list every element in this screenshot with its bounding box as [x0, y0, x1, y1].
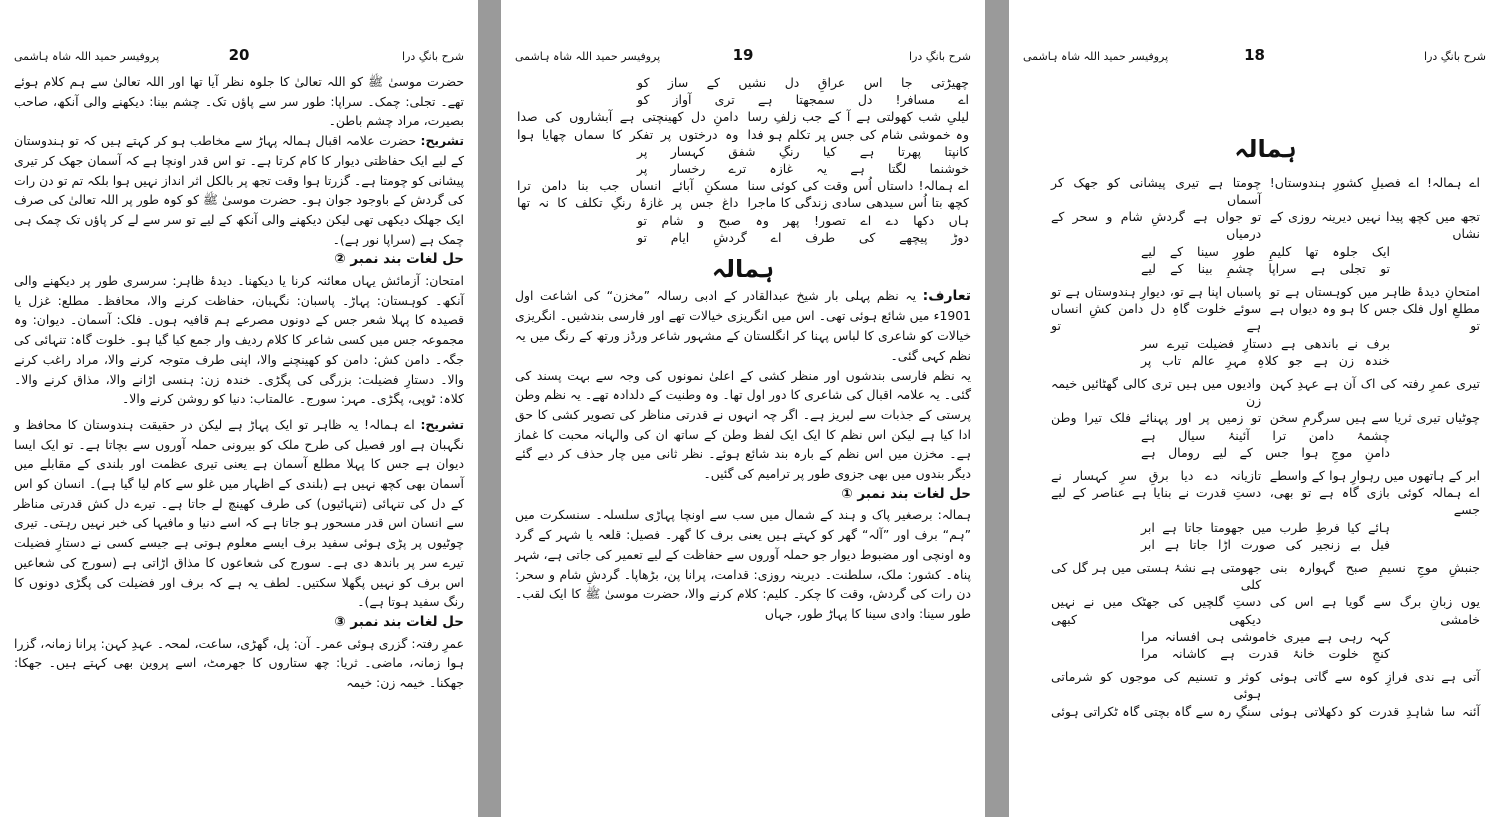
- misra: دوڑ پیچھے کی طرف اے گردشِ ایام تو: [637, 229, 969, 245]
- paragraph: یہ نظم فارسی بندشوں اور منظر کشی کے اعلیٰ نمونوں کی وجہ سے بہت پسند کی گئی۔ یہ علامہ اقبال کی شاعری کا دور اول تھا۔ وہ وطنیت کے دلدادہ تھے۔ یہ نظم وطن پرستی کے جذبات سے لبریز ہے۔ اگر چہ انہوں نے قدرتی مناظر کی تصویر کشی کا حق ادا کیا ہے لیکن اس نظم کا ایک ایک لفظ وطن کے ساتھ ان کی والہانہ محبت کا غماز ہے۔ مخزن میں اس نظم کے بارہ بند شائع ہوئے۔ نظر ثانی میں چار حذف کر دیے گئے دیگر بندوں میں بھی جزوی طور پر ترامیم کی گئیں۔: [515, 367, 971, 482]
- page-body: [515, 74, 971, 624]
- verse-line: [1051, 427, 1480, 444]
- misra: کنجِ خلوت خانۂ قدرت ہے کاشانہ مرا: [1141, 645, 1390, 661]
- misra: تو جواں ہے گردشِ شام و سحر کے درمیاں: [1051, 209, 1262, 242]
- misra: پاسباں اپنا ہے تو، دیوارِ ہندوستاں ہے تو: [1051, 283, 1262, 299]
- poem-title: ہمالہ: [1234, 135, 1297, 163]
- misra: دستِ گلچیں کی جھٹک میں نے نہیں دیکھی کبھی: [1051, 594, 1262, 627]
- gutter-left: [478, 0, 501, 817]
- section-heading: حل لغات بند نمبر ①: [841, 485, 971, 502]
- page-header: [0, 46, 478, 70]
- misra: آتی ہے ندی فرازِ کوہ سے گاتی ہوئی: [1269, 669, 1480, 685]
- verse-block: [1049, 174, 1482, 720]
- misra: ہائے کیا فرطِ طرب میں جھومتا جاتا ہے ابر: [1141, 519, 1390, 535]
- misra: اے مسافر! دل سمجھتا ہے تری آواز کو: [637, 92, 969, 108]
- section-heading: حل لغات بند نمبر ③: [334, 613, 464, 630]
- verse-line: [1051, 467, 1480, 484]
- page-body: [14, 72, 464, 693]
- book-title: شرح بانگِ درا: [1424, 50, 1486, 63]
- misra: چوٹیاں تیری ثریا سے ہیں سرگرمِ سخن: [1269, 410, 1480, 426]
- verse-line: [1051, 375, 1480, 409]
- verse-line: [517, 108, 969, 125]
- tashreeh-paragraph: [14, 131, 464, 249]
- verse-line: [517, 143, 969, 160]
- book-title: شرح بانگِ درا: [402, 50, 464, 63]
- misra: چشمۂ دامن ترا آئینۂ سیال ہے: [1141, 427, 1390, 443]
- section-heading: حل لغات بند نمبر ②: [334, 251, 464, 268]
- verse-line: [1051, 300, 1480, 334]
- gutter-right: [985, 0, 1009, 817]
- glossary-paragraph: امتحان: آزمائش یہاں معائنہ کرنا یا دیکھنا۔ دیدۂ ظاہر: سرسری طور پر دیکھنے والی آنکھ۔ کوہستان: پہاڑ۔ پاسبان: نگہبان، حفاظت کرنے والا، محافظ۔ مطلع: غزل یا قصیدہ کا پہلا شعر جس کے دونوں مصرعے ہم قافیہ ہوں۔ فلک: آسمان۔ دیوان: وہ مجموعہ جس میں کسی شاعر کا کلام ردیف وار جمع کیا گیا ہو۔ خلوت گاہ: تنہائی کی جگہ۔ دامن کش: دامن کو کھینچنے والا، اپنی طرف متوجہ کرنے والا، مراد راغب کرنے والا۔ دستارِ فضیلت: بزرگی کی پگڑی۔ خندہ زن: ہنسی اڑانے والا، مذاق کرنے والا۔ کلاہ: ٹوپی، پگڑی۔ مہر: سورج۔ عالمتاب: دنیا کو روشن کرنے والا۔: [14, 273, 464, 407]
- verse-line: [1051, 559, 1480, 593]
- misra: مسکنِ آبائے انساں جب بنا دامن ترا: [517, 178, 739, 194]
- verse-line: [517, 177, 969, 194]
- author-name: پروفیسر حمید اللہ شاہ ہاشمی: [1023, 50, 1169, 63]
- page-number: 19: [732, 46, 754, 64]
- misra: خندہ زن ہے جو کلاہِ مہرِ عالم تاب پر: [1141, 352, 1390, 368]
- page-header: [1009, 46, 1500, 70]
- verse-line: [1051, 536, 1480, 553]
- paragraph: حضرت موسیٰ ﷺ کو اللہ تعالیٰ کا جلوہ نظر آیا تھا اور اللہ تعالیٰ سے ہم کلام ہوئے تھے۔ تجلی: چمک۔ سراپا: طور سر سے پاؤں تک۔ چشم بینا: دیکھنے والی آنکھ، صاحب بصیرت، مراد چشم باطن۔: [14, 74, 464, 129]
- misra: برف نے باندھی ہے دستارِ فضیلت تیرے سر: [1141, 335, 1390, 351]
- misra: ابر کے ہاتھوں میں رہوارِ ہوا کے واسطے: [1269, 467, 1480, 483]
- misra: وہ درختوں پر تفکر کا سماں چھایا ہوا: [517, 126, 739, 142]
- tashreeh-label: تشریح:: [420, 133, 464, 149]
- misra: دستِ قدرت نے بنایا ہے عناصر کے لیے: [1051, 485, 1262, 501]
- misra: تو زمیں پر اور پہنائے فلک تیرا وطن: [1051, 410, 1262, 426]
- verse-line: [1051, 484, 1480, 518]
- misra: وہ خموشی شام کی جس پر تکلم ہو فدا: [747, 126, 969, 142]
- tashreeh-paragraph: [14, 415, 464, 612]
- verse-line: [1051, 628, 1480, 645]
- misra: جنبشِ موجِ نسیمِ صبح گہوارہ بنی: [1269, 559, 1480, 575]
- verse-line: [517, 160, 969, 177]
- verse-line: [1051, 444, 1480, 461]
- verse-line: [517, 126, 969, 143]
- taaruf-label: تعارف:: [922, 287, 971, 304]
- misra: چھیڑتی جا اس عراقِ دل نشیں کے ساز کو: [637, 75, 969, 90]
- misra: تازیانہ دے دیا برقِ سرِ کہسار نے: [1051, 467, 1262, 483]
- book-title: شرح بانگِ درا: [909, 50, 971, 63]
- misra: تجھ میں کچھ پیدا نہیں دیرینہ روزی کے نشاں: [1269, 209, 1480, 242]
- verse-line: [517, 212, 969, 229]
- misra: تیری عمرِ رفتہ کی اک آن ہے عہدِ کہن: [1269, 375, 1480, 391]
- verse-block: [515, 74, 971, 246]
- misra: مطلعِ اول فلک جس کا ہو وہ دیواں ہے تو: [1269, 301, 1480, 334]
- verse-line: [1051, 352, 1480, 369]
- misra: تو تجلی ہے سراپا چشمِ بینا کے لیے: [1141, 260, 1390, 276]
- author-name: پروفیسر حمید اللہ شاہ ہاشمی: [14, 50, 160, 63]
- misra: خوشنما لگتا ہے یہ غازہ ترے رخسار پر: [637, 161, 969, 177]
- misra: جھومتی ہے نشۂ ہستی میں ہر گل کی کلی: [1051, 559, 1262, 593]
- taaruf-paragraph: [515, 286, 971, 366]
- misra: امتحانِ دیدۂ ظاہر میں کوہستاں ہے تو: [1269, 283, 1480, 299]
- verse-line: [1051, 593, 1480, 627]
- verse-line: [1051, 645, 1480, 662]
- misra: کچھ بتا اُس سیدھی سادی زندگی کا ماجرا: [747, 195, 969, 211]
- verse-line: [1051, 260, 1480, 277]
- glossary-paragraph: ہمالہ: برصغیر پاک و ہند کے شمال میں سب سے اونچا پہاڑی سلسلہ۔ سنسکرت میں ”ہم“ برف اور ”آلہ“ گھر کو کہتے ہیں یعنی برف کا گھر۔ فصیل: قلعہ یا شہر کے گرد وہ اونچی اور مضبوط دیوار جو حملہ آوروں سے حفاظت کے لیے تعمیر کی جاتی ہے، شہر پناہ۔ کشور: ملک، سلطنت۔ دیرینہ روزی: قدامت، پرانا پن، بڑھاپا۔ گردشِ شام و سحر: دن رات کی گردش، وقت کا چکر۔ کلیم: کلام کرنے والا، حضرت موسیٰ ﷺ کا ایک لقب۔ طور سینا: وادی سینا کا پہاڑ طور، جہاں: [515, 507, 971, 621]
- verse-line: [1051, 519, 1480, 536]
- verse-line: [1051, 283, 1480, 300]
- verse-line: [517, 91, 969, 108]
- page-body: [1049, 135, 1482, 720]
- misra: اے ہمالہ کوئی بازی گاہ ہے تو بھی، جسے: [1269, 485, 1480, 518]
- misra: فیل بے زنجیر کی صورت اڑا جاتا ہے ابر: [1141, 536, 1390, 552]
- verse-line: [1051, 335, 1480, 352]
- page-header: [501, 46, 985, 70]
- misra: دامنِ دل کھینچتی ہے آبشاروں کی صدا: [517, 109, 739, 125]
- misra: ایک جلوہ تھا کلیمِ طورِ سینا کے لیے: [1141, 243, 1390, 259]
- misra: سنگِ رہ سے گاہ بچتی گاہ ٹکراتی ہوئی: [1051, 703, 1262, 719]
- misra: کہہ رہی ہے میری خاموشی ہی افسانہ مرا: [1141, 628, 1390, 644]
- verse-line: [1051, 174, 1480, 208]
- misra: ہاں دکھا دے اے تصور! پھر وہ صبح و شام تو: [637, 212, 969, 228]
- page-18: [1009, 0, 1500, 817]
- verse-line: [1051, 243, 1480, 260]
- misra: وادیوں میں ہیں تری کالی گھٹائیں خیمہ زن: [1051, 375, 1262, 409]
- verse-line: [517, 229, 969, 246]
- misra: کوثر و تسنیم کی موجوں کو شرماتی ہوئی: [1051, 669, 1262, 702]
- poem-title: ہمالہ: [711, 255, 775, 284]
- verse-line: [1051, 668, 1480, 702]
- misra: سوئے خلوت گاہِ دل دامن کشِ انساں ہے تو: [1051, 301, 1262, 334]
- misra: اے ہمالہ! اے فصیلِ کشورِ ہندوستاں!: [1269, 174, 1480, 190]
- author-name: پروفیسر حمید اللہ شاہ ہاشمی: [515, 50, 661, 63]
- page-20: [0, 0, 478, 817]
- verse-line: [1051, 703, 1480, 720]
- misra: کانپتا پھرتا ہے کیا رنگِ شفق کہسار پر: [637, 143, 969, 159]
- misra: دامنِ موجِ ہوا جس کے لیے رومال ہے: [1141, 444, 1390, 460]
- tashreeh-label: تشریح:: [420, 416, 464, 432]
- page-number: 18: [1244, 46, 1265, 64]
- verse-line: [1051, 409, 1480, 426]
- glossary-paragraph: عمرِ رفتہ: گزری ہوئی عمر۔ آن: پل، گھڑی، ساعت، لمحہ۔ عہدِ کہن: پرانا زمانہ، گزرا ہوا زمانہ، ماضی۔ ثریا: چھ ستاروں کا جھرمٹ، اسے پروین بھی کہتے ہیں۔ جھکا: جھکنا۔ خیمہ زن: خیمہ: [14, 635, 464, 691]
- misra: آئنہ سا شاہدِ قدرت کو دکھلاتی ہوئی: [1269, 703, 1480, 719]
- tashreeh-text: حضرت علامہ اقبال ہمالہ پہاڑ سے مخاطب ہو کر کہتے ہیں کہ تو ہندوستان کے لیے ایک حفاظتی دیوار کا کام کرتا ہے۔ تو اس قدر اونچا ہے کہ آسمان جھک کر تیری پیشانی کو چومتا ہے۔ گزرتا ہوا وقت تجھ پر بالکل اثر انداز نہیں ہوا بلکہ تم تو دن رات کی گردش کے باوجود جوان ہو۔ حضرت موسیٰ ﷺ کو کوہ طور پر اللہ تعالیٰ کی صرف ایک جھلک دیکھی تھی لیکن دیکھنے والی آنکھ کے لیے تو سر سے لے کر پاؤں تک چمک ہی چمک ہے (سراپا نور ہے)۔: [14, 133, 464, 247]
- page-19: [501, 0, 985, 817]
- taaruf-text: یہ نظم پہلی بار شیخ عبدالقادر کے ادبی رسالہ ”مخزن“ کی اشاعت اول 1901ء میں شائع ہوئی تھی۔ اس میں انگریزی خیالات تھے اور فارسی بندشیں۔ انگریزی خیالات کو شاعری کا لباس پہنا کر انگلستان کے مشہور شاعر ورڈز ورتھ کے رنگ میں یہ نظم کہی گئی۔: [515, 287, 971, 363]
- misra: اے ہمالہ! داستاں اُس وقت کی کوئی سنا: [747, 178, 969, 194]
- verse-line: [1051, 208, 1480, 242]
- misra: یوں زبانِ برگ سے گویا ہے اس کی خامشی: [1269, 594, 1480, 627]
- misra: داغ جس پر غازۂ رنگِ تکلف کا نہ تھا: [517, 195, 739, 211]
- misra: لیلیِ شب کھولتی ہے آ کے جب زلفِ رسا: [747, 109, 969, 125]
- verse-line: [517, 74, 969, 91]
- page-number: 20: [228, 46, 250, 64]
- verse-line: [517, 194, 969, 211]
- tashreeh-text: اے ہمالہ! یہ ظاہر تو ایک پہاڑ ہے لیکن در حقیقت ہندوستان کا محافظ و نگہبان ہے اور فصیل کی طرح ملک کو بیرونی حملہ آوروں سے بچاتا ہے۔ تو ایک ایسا دیوان ہے جس کا پہلا مطلع آسمان ہے یعنی تیری عظمت اور بلندی کے مقابلے میں آسمان بھی کچھ نہیں ہے (بلندی کے اظہار میں غلو سے کام لیا گیا ہے)۔ انسان کو اس کے دل کی تنہائی (تنہائیوں) کی طرف کھینچ لے جاتا ہے۔ تیرے دل کش قدرتی مناظر سے انسان اس قدر مسحور ہو جاتا ہے کہ اسے دنیا و مافیہا کی خبر نہیں رہتی۔ تیری چوٹیوں پر پڑی ہوئی سفید برف ایسے معلوم ہوتی ہے جیسے کسی نے دستارِ فضیلت تیرے سر پر باندھ دی ہے۔ سورج کی شعاعوں کا مذاق اڑاتی ہے (سورج کی شعاعیں اس برف کو نہیں پگھلا سکتیں۔ لطف یہ ہے کہ برف اور فضیلت کی پگڑی دونوں کا رنگ سفید ہوتا ہے)۔: [14, 416, 464, 610]
- misra: چومتا ہے تیری پیشانی کو جھک کر آسماں: [1051, 174, 1262, 207]
